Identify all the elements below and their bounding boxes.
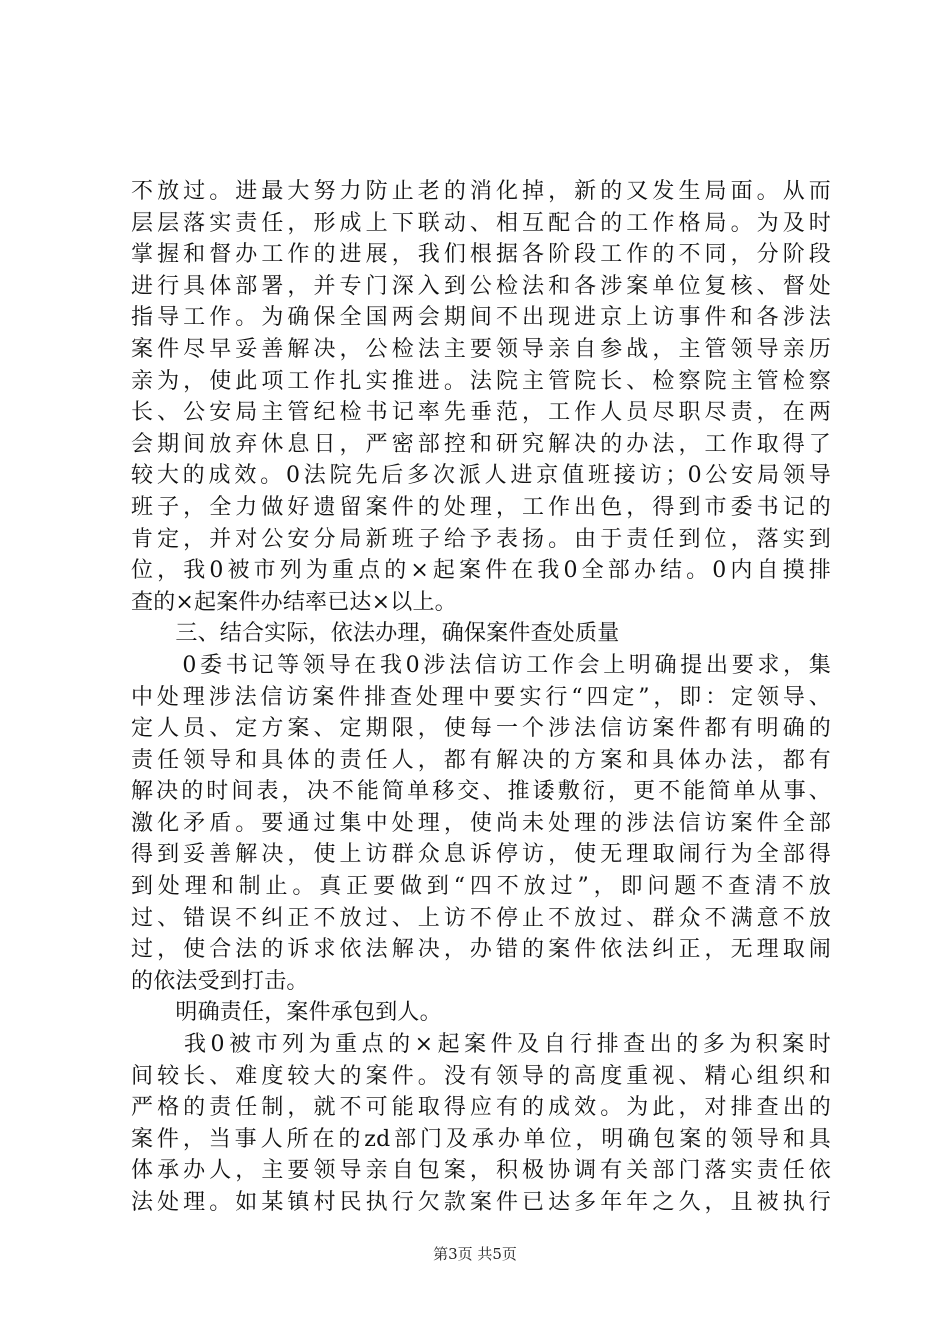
text-line: 案件尽早妥善解决，公检法主要领导亲自参战，主管领导亲历 — [131, 336, 831, 362]
text-line: 不放过。进最大努力防止老的消化掉，新的又发生局面。从而 — [131, 179, 831, 204]
text-line: 中处理涉法信访案件排查处理中要实行“四定”，即：定领导、 — [131, 684, 831, 710]
body-text — [131, 176, 831, 1219]
text-line: 较大的成效。0法院先后多次派人进京值班接访；0公安局领导 — [131, 463, 831, 489]
text-line: 我0被市列为重点的×起案件及自行排查出的多为积案时 — [131, 1032, 831, 1058]
page-footer: 第3页 共5页 — [433, 1245, 517, 1263]
text-line: 定人员、定方案、定期限，使每一个涉法信访案件都有明确的 — [131, 716, 831, 742]
text-line: 位，我0被市列为重点的×起案件在我0全部办结。0内自摸排 — [131, 558, 831, 584]
text-line: 案件，当事人所在的zd部门及承办单位，明确包案的领导和具 — [131, 1126, 831, 1152]
text-line: 长、公安局主管纪检书记率先垂范，工作人员尽职尽责，在两 — [131, 400, 831, 426]
text-line: 肯定，并对公安分局新班子给予表扬。由于责任到位，落实到 — [131, 526, 831, 552]
text-line: 过，使合法的诉求依法解决，办错的案件依法纠正，无理取闹 — [131, 937, 831, 963]
text-line: 激化矛盾。要通过集中处理，使尚未处理的涉法信访案件全部 — [131, 810, 831, 836]
text-line: 法处理。如某镇村民执行欠款案件已达多年年之久，且被执行 — [131, 1190, 831, 1215]
text-line: 掌握和督办工作的进展，我们根据各阶段工作的不同，分阶段 — [131, 242, 831, 268]
text-line: 解决的时间表，决不能简单移交、推诿敷衍，更不能简单从事、 — [131, 779, 831, 805]
text-line: 严格的责任制，就不可能取得应有的成效。为此，对排查出的 — [131, 1095, 831, 1121]
text-line: 明确责任，案件承包到人。 — [131, 1000, 442, 1026]
text-line: 得到妥善解决，使上访群众息诉停访，使无理取闹行为全部得 — [131, 842, 831, 868]
text-line: 层层落实责任，形成上下联动、相互配合的工作格局。为及时 — [131, 210, 831, 236]
text-line: 指导工作。为确保全国两会期间不出现进京上访事件和各涉法 — [131, 305, 831, 331]
text-line: 会期间放弃休息日，严密部控和研究解决的办法，工作取得了 — [131, 431, 831, 457]
text-line: 班子，全力做好遗留案件的处理，工作出色，得到市委书记的 — [131, 494, 831, 520]
text-line: 查的×起案件办结率已达×以上。 — [131, 589, 457, 615]
text-line: 亲为，使此项工作扎实推进。法院主管院长、检察院主管检察 — [131, 368, 831, 394]
text-line: 体承办人，主要领导亲自包案，积极协调有关部门落实责任依 — [131, 1158, 831, 1184]
text-line: 进行具体部署，并专门深入到公检法和各涉案单位复核、督处 — [131, 273, 831, 299]
text-line: 到处理和制止。真正要做到“四不放过”，即问题不查清不放 — [131, 874, 831, 900]
text-line: 的依法受到打击。 — [131, 968, 309, 994]
text-line: 过、错误不纠正不放过、上访不停止不放过、群众不满意不放 — [131, 905, 831, 931]
text-line: 0委书记等领导在我0涉法信访工作会上明确提出要求，集 — [131, 652, 831, 678]
text-line: 三、结合实际，依法办理，确保案件查处质量 — [131, 621, 620, 647]
text-line: 责任领导和具体的责任人，都有解决的方案和具体办法，都有 — [131, 747, 831, 773]
text-line: 间较长、难度较大的案件。没有领导的高度重视、精心组织和 — [131, 1063, 831, 1089]
